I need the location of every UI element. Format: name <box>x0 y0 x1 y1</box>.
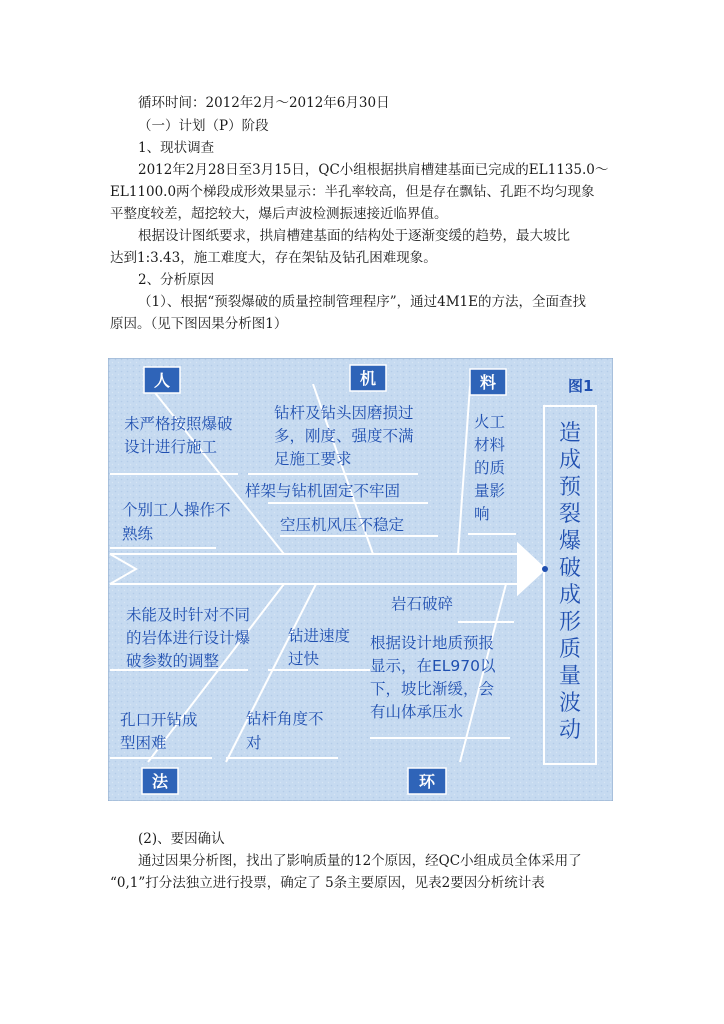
cause-person-2b: 熟练 <box>122 525 154 543</box>
cause-method-2b: 过快 <box>288 650 320 668</box>
cycle-time-line: 循环时间：2012年2月～2012年6月30日 <box>138 95 390 111</box>
para1-line2: EL1100.0两个梯段成形效果显示：半孔率较高，但是存在飘钻、孔距不均匀现象 <box>110 184 595 200</box>
figure-label: 图1 <box>568 377 594 395</box>
cause-material-2: 材料 <box>474 436 506 454</box>
bottom-para-line1: 通过因果分析图，找出了影响质量的12个原因，经QC小组成员全体采用了 <box>138 853 582 869</box>
cause-env-1: 岩石破碎 <box>391 595 454 613</box>
cause-env-2c: 下，坡比渐缓，会 <box>370 680 495 698</box>
category-person: 人 <box>153 371 171 390</box>
effect-label: 造成预裂爆破成形质量波动 <box>558 421 582 743</box>
cause-env-2a: 根据设计地质预报 <box>370 634 495 652</box>
cause-material-1: 火工 <box>474 413 506 431</box>
para3-line2: 原因。（见下图因果分析图1） <box>110 316 288 332</box>
para1-line3: 平整度较差，超挖较大，爆后声波检测振速接近临界值。 <box>110 206 448 222</box>
cause-machine-1b: 多，刚度、强度不满 <box>274 427 414 445</box>
cause-method-4b: 对 <box>246 734 262 752</box>
cause-person-1b: 设计进行施工 <box>124 438 218 456</box>
para2-line1: 根据设计图纸要求，拱肩槽建基面的结构处于逐渐变缓的趋势，最大坡比 <box>138 228 570 244</box>
bottom-para-line2: “0,1”打分法独立进行投票，确定了 5条主要原因，见表2要因分析统计表 <box>110 875 545 891</box>
plan-stage-heading: （一）计划（P）阶段 <box>138 118 269 134</box>
cause-machine-3: 空压机风压不稳定 <box>280 516 405 534</box>
cause-method-3a: 孔口开钻成 <box>120 711 198 729</box>
cause-person-2a: 个别工人操作不 <box>122 501 231 519</box>
fishbone-diagram <box>108 358 613 801</box>
cause-env-2d: 有山体承压水 <box>370 703 464 721</box>
cause-method-1b: 的岩体进行设计爆 <box>126 629 251 647</box>
category-env: 环 <box>418 772 436 791</box>
category-material: 料 <box>479 373 497 392</box>
para2-line2: 达到1:3.43，施工难度大，存在架钻及钻孔困难现象。 <box>110 250 437 266</box>
category-method: 法 <box>151 772 169 791</box>
cause-method-1a: 未能及时针对不同 <box>126 606 251 624</box>
para3-line1: （1）、根据“预裂爆破的质量控制管理程序”，通过4M1E的方法，全面查找 <box>138 294 586 310</box>
cause-material-3: 的质 <box>474 459 506 477</box>
cause-env-2b: 显示，在EL970以 <box>370 657 496 675</box>
effect-dot <box>542 566 548 572</box>
cause-method-1c: 破参数的调整 <box>126 652 220 670</box>
cause-machine-1a: 钻杆及钻头因磨损过 <box>274 404 414 422</box>
status-survey-heading: 1、现状调查 <box>138 140 215 156</box>
cause-material-4: 量影 <box>474 482 506 500</box>
cause-method-3b: 型困难 <box>120 734 167 752</box>
category-machine: 机 <box>359 369 377 388</box>
cause-method-2a: 钻进速度 <box>288 627 351 645</box>
key-cause-heading: (2)、要因确认 <box>138 831 225 847</box>
para1-line1: 2012年2月28日至3月15日，QC小组根据拱肩槽建基面已完成的EL1135.0～ <box>138 162 609 178</box>
cause-person-1a: 未严格按照爆破 <box>124 415 233 433</box>
cause-analysis-heading: 2、分析原因 <box>138 272 215 288</box>
cause-machine-1c: 足施工要求 <box>274 450 352 468</box>
cause-material-5: 响 <box>474 505 490 523</box>
cause-machine-2: 样架与钻机固定不牢固 <box>245 482 401 500</box>
cause-method-4a: 钻杆角度不 <box>246 710 324 728</box>
